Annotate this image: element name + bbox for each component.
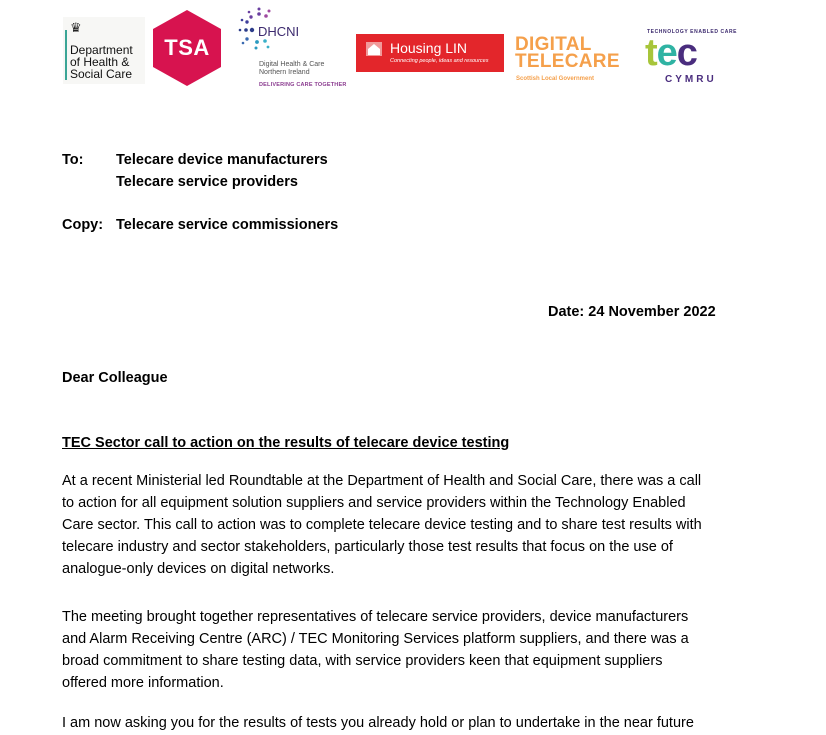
dhsc-logo — [63, 17, 145, 84]
tec-cymru-logo — [645, 27, 738, 87]
paragraph-line: to action for all equipment solution suppliers and service providers within the Technology Enabled — [62, 495, 686, 511]
tec-wordmark — [645, 33, 697, 73]
paragraph-line: offered more information. — [62, 675, 224, 691]
paragraph-line: Care sector. This call to action was to complete telecare device testing and to share test results with — [62, 517, 702, 533]
tec-cymru-label: CYMRU — [665, 74, 717, 85]
housing-lin-name: Housing LIN — [390, 40, 468, 56]
paragraph-3 — [62, 712, 762, 734]
paragraph-line: and Alarm Receiving Centre (ARC) / TEC Monitoring Services platform suppliers, and there was a — [62, 631, 689, 647]
dhcni-subtitle — [259, 61, 324, 77]
dhsc-line-1: Department — [70, 43, 133, 57]
dhcni-logo — [237, 6, 347, 88]
copy-recipient: Telecare service commissioners — [116, 217, 339, 233]
digital-telecare-logo — [515, 33, 625, 88]
paragraph-line: analogue-only devices on digital networks. — [62, 561, 335, 577]
housing-lin-tagline: Connecting people, ideas and resources — [390, 58, 489, 64]
dhsc-logo-text — [70, 44, 133, 80]
letter-date: Date: 24 November 2022 — [548, 304, 716, 320]
salutation: Dear Colleague — [62, 370, 168, 386]
tsa-label: TSA — [164, 35, 210, 60]
royal-crest-icon: ♛ — [70, 20, 82, 35]
paragraph-line: The meeting brought together representatives of telecare service providers, device manufacturers — [62, 609, 689, 625]
housing-lin-logo — [356, 34, 504, 72]
paragraph-2 — [62, 606, 762, 694]
digital-telecare-line-1: DIGITAL — [515, 34, 592, 55]
paragraph-line: At a recent Ministerial led Roundtable at the Department of Health and Social Care, there was a call — [62, 473, 702, 489]
letter-subject: TEC Sector call to action on the results of telecare device testing — [62, 435, 510, 451]
digital-telecare-subtitle: Scottish Local Government — [516, 76, 595, 82]
tec-letter-e: e — [656, 32, 677, 74]
dhcni-sub-line-1: Digital Health & Care — [259, 61, 325, 68]
paragraph-line: broad commitment to share testing data, with service providers keen that equipment suppliers — [62, 653, 663, 669]
tec-letter-t: t — [645, 32, 657, 74]
dhsc-line-3: Social Care — [70, 67, 133, 81]
house-icon — [366, 42, 382, 56]
tec-letter-c: c — [676, 32, 697, 74]
dhcni-name: DHCNI — [258, 24, 300, 39]
copy-label: Copy: — [62, 217, 104, 233]
recipient-1: Telecare device manufacturers — [116, 152, 328, 168]
dhsc-line-2: of Health & — [70, 55, 130, 69]
digital-telecare-line-2: TELECARE — [515, 51, 620, 72]
dhcni-sub-line-2: Northern Ireland — [259, 69, 310, 76]
dhcni-tagline: DELIVERING CARE TOGETHER — [259, 82, 347, 88]
paragraph-line: telecare industry and sector stakeholders, particularly those test results that focus on the use of — [62, 539, 673, 555]
tec-cymru-tagline: TECHNOLOGY ENABLED CARE — [647, 29, 738, 35]
paragraph-line: I am now asking you for the results of tests you already hold or plan to undertake in the near future — [62, 715, 694, 731]
recipient-2: Telecare service providers — [116, 174, 298, 190]
tsa-logo — [153, 10, 221, 86]
logo-accent-bar — [65, 30, 67, 80]
to-label: To: — [62, 152, 84, 168]
paragraph-1 — [62, 470, 762, 580]
